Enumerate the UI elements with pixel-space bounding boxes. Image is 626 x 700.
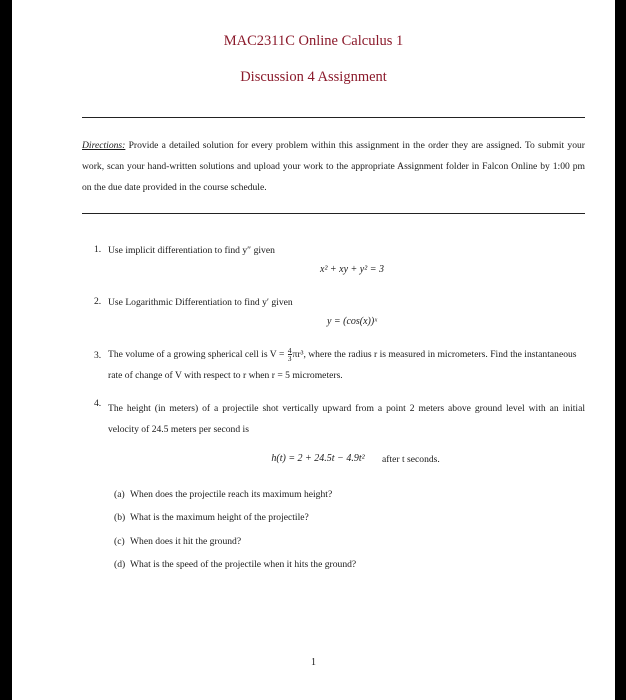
subpart-label: (b) xyxy=(114,512,126,523)
page-number: 1 xyxy=(311,657,316,668)
divider-top xyxy=(82,117,585,118)
problem-number: 3. xyxy=(94,350,102,361)
problem-text: Use Logarithmic Differentiation to find y′ given xyxy=(108,297,293,308)
problem-text-part: πr³, where the radius r is measured in micrometers. Find the instantaneous xyxy=(292,349,577,360)
fraction-denominator: 3 xyxy=(287,354,292,364)
problem-equation: h(t) = 2 + 24.5t − 4.9t² xyxy=(271,453,365,464)
document-page xyxy=(12,0,615,700)
assignment-title: Discussion 4 Assignment xyxy=(240,69,387,85)
directions-lead: Directions: xyxy=(82,140,126,151)
subpart-text: What is the speed of the projectile when it hits the ground? xyxy=(130,559,357,570)
problem-text xyxy=(108,344,588,366)
problem-number: 1. xyxy=(94,244,102,255)
directions-paragraph xyxy=(82,135,585,198)
problem-text: Use implicit differentiation to find y″ given xyxy=(108,245,275,256)
problem-text-part: The volume of a growing spherical cell is V = xyxy=(108,349,285,360)
subpart-text: What is the maximum height of the projectile? xyxy=(130,512,309,523)
problem-equation: x² + xy + y² = 3 xyxy=(320,264,384,275)
subpart-text: When does the projectile reach its maximum height? xyxy=(130,489,333,500)
fraction xyxy=(288,347,292,362)
problem-text-continued: rate of change of V with respect to r when r = 5 micrometers. xyxy=(108,370,343,381)
divider-bottom xyxy=(82,213,585,214)
course-title: MAC2311C Online Calculus 1 xyxy=(223,33,404,49)
problem-number: 2. xyxy=(94,296,102,307)
problem-text: The height (in meters) of a projectile shot vertically upward from a point 2 meters above ground level with an initial velocity of 24.5 meters per second is xyxy=(108,403,585,435)
subpart-text: When does it hit the ground? xyxy=(130,536,242,547)
subpart-label: (a) xyxy=(114,489,125,500)
subpart-label: (c) xyxy=(114,536,125,547)
fraction-numerator: 4 xyxy=(287,346,292,356)
directions-text: Provide a detailed solution for every problem within this assignment in the order they are assigned. To submit your work, scan your hand-written solutions and upload your work to the appropriate Assignment folder in Falcon Online by 1:00 pm on the due date provided in the course schedule. xyxy=(82,140,585,193)
problem-number: 4. xyxy=(94,398,102,409)
problem-equation: y = (cos(x))ˣ xyxy=(326,316,378,327)
subpart-label: (d) xyxy=(114,559,126,570)
equation-suffix: after t seconds. xyxy=(382,454,440,465)
